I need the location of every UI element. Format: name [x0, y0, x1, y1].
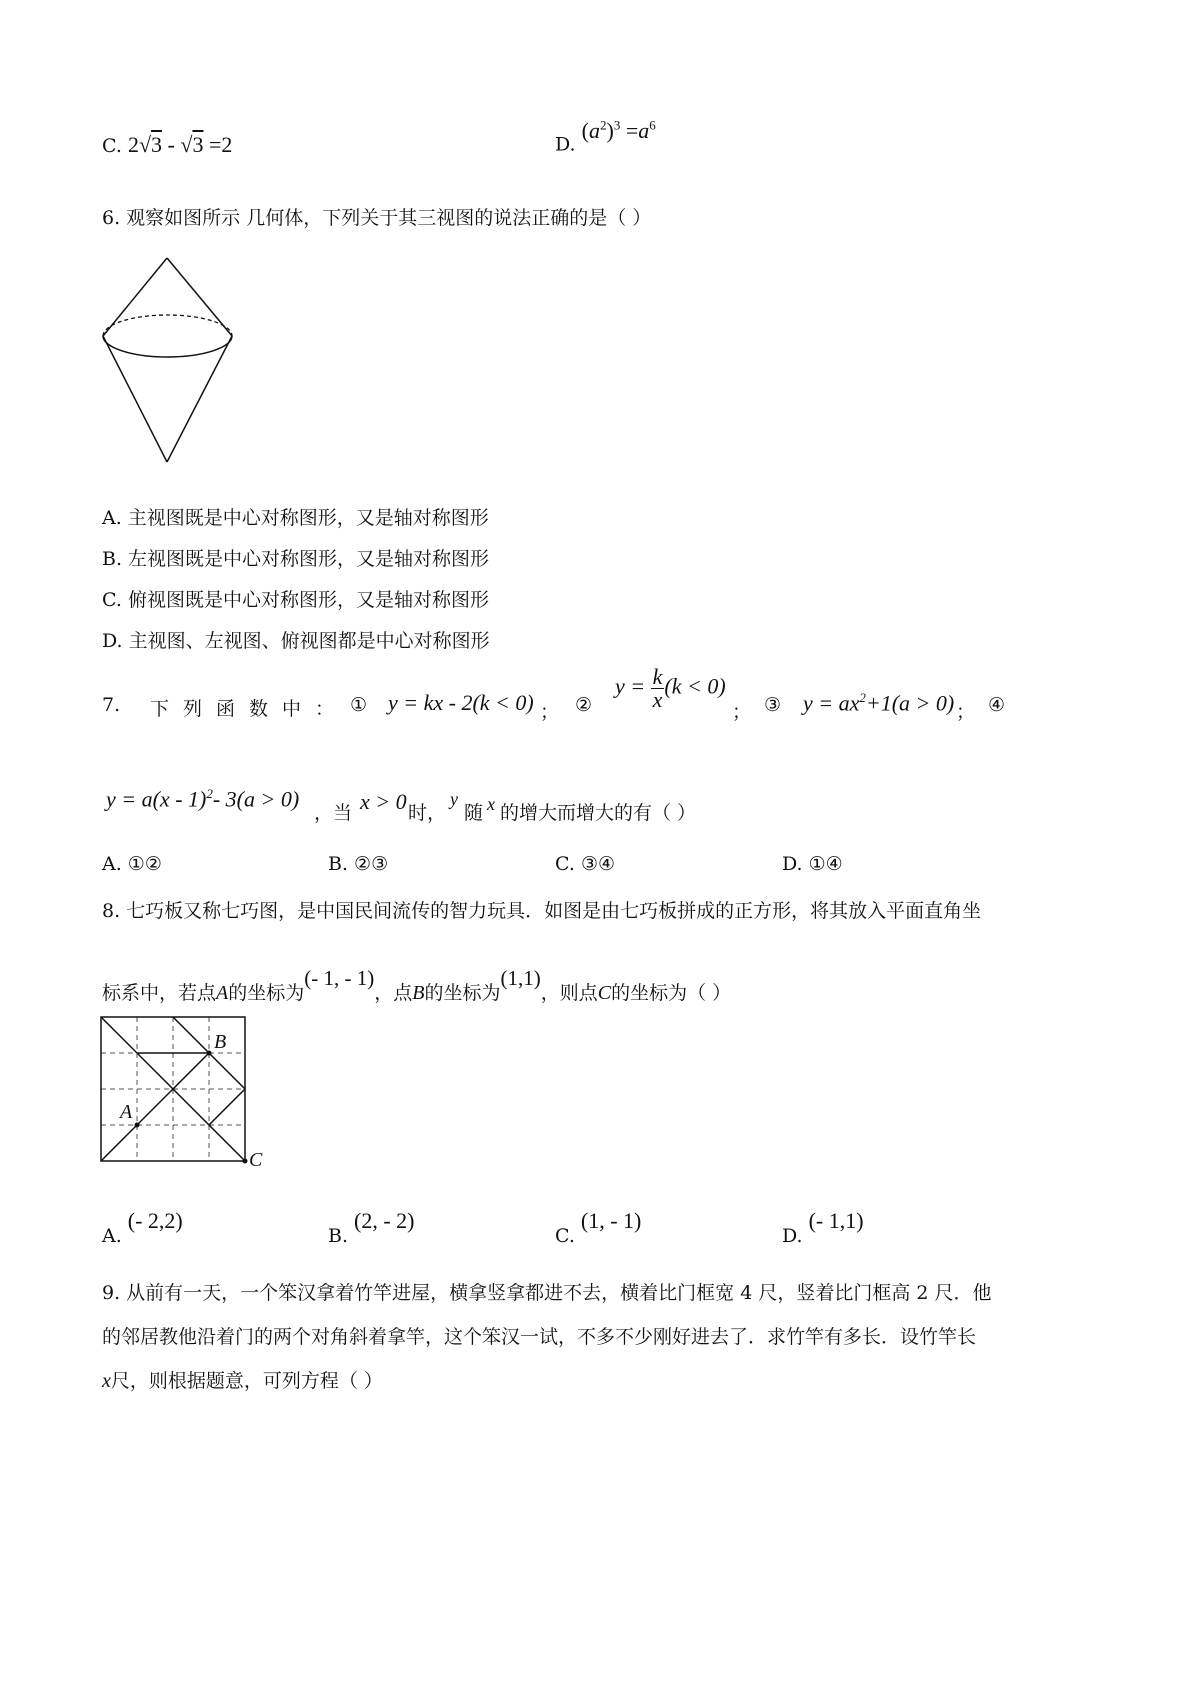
q9-stem-line-3 — [102, 1366, 383, 1393]
q8-option-c-label: C. — [555, 1225, 575, 1247]
q7-marker-3: ③ — [764, 694, 782, 716]
q8-point-a: A — [216, 982, 229, 1004]
q7-shi: 时， — [408, 802, 447, 824]
q5-c-op: - — [167, 132, 175, 157]
q5-option-d — [555, 118, 656, 155]
label-a: A — [120, 1101, 133, 1123]
q7-f2-cond: (k < 0) — [664, 673, 726, 699]
q5-option-c — [102, 132, 232, 158]
q7-function-3 — [803, 690, 954, 716]
q8-option-b-label: B. — [328, 1225, 349, 1247]
q7-sep-1: ； — [540, 701, 560, 723]
q6-option-d: D. 主视图、左视图、俯视图都是中心对称图形 — [102, 630, 490, 652]
q8-option-a-value: (- 2,2) — [127, 1208, 183, 1233]
q7-marker-2: ② — [575, 694, 593, 716]
q8-point-b: B — [412, 982, 425, 1004]
q5-d-inner-exp: 2 — [599, 118, 607, 133]
point-a-dot — [135, 1123, 140, 1128]
q8-stem-line-2 — [102, 966, 731, 1005]
q8-coord-a: (- 1, - 1) — [304, 966, 375, 990]
q8-l2-b: 的坐标为 — [228, 982, 305, 1004]
q8-point-c: C — [597, 982, 612, 1004]
q7-option-b: B. ②③ — [328, 853, 389, 875]
q6-option-a: A. 主视图既是中心对称图形，又是轴对称图形 — [102, 507, 489, 529]
q7-f2-lhs: y = — [615, 673, 646, 699]
q9-stem-line-1: 9. 从前有一天，一个笨汉拿着竹竿进屋，横拿竖拿都进不去，横着比门框宽 4 尺，竖着比门框高 2 尺．他 — [102, 1282, 992, 1304]
q9-var-x: x — [102, 1370, 111, 1392]
q7-var-y: y — [450, 789, 458, 809]
label-c: C — [249, 1149, 263, 1171]
q8-option-c-value: (1, - 1) — [580, 1208, 642, 1233]
q7-option-a: A. ①② — [102, 853, 162, 875]
q5-d-outer-exp: 3 — [613, 118, 621, 133]
q7-f3-b: +1(a > 0) — [865, 690, 955, 716]
q7-option-d: D. ①④ — [782, 853, 843, 875]
q8-l2-e: ，则点 — [540, 982, 598, 1004]
q7-f2-den: x — [652, 687, 663, 712]
q8-l2-d: 的坐标为 — [424, 982, 501, 1004]
q7-f3-a: y = ax — [803, 690, 860, 716]
q7-f4-a: y = a(x - 1) — [106, 786, 207, 812]
q5-d-eq: = — [625, 118, 639, 144]
q5-d-rhs: a — [638, 118, 650, 144]
q8-option-b-value: (2, - 2) — [354, 1208, 415, 1233]
q6-stem: 6. 观察如图所示 几何体，下列关于其三视图的说法正确的是（ ） — [102, 207, 652, 229]
q8-stem-line-1: 8. 七巧板又称七巧图，是中国民间流传的智力玩具．如图是由七巧板拼成的正方形，将其放入平面直角坐 — [102, 900, 982, 922]
q5-d-label: D. — [555, 133, 576, 156]
q5-d-expression: $(a^2)^3 =a^6$ — [581, 118, 656, 144]
q7-function-1: y = kx - 2(k < 0) — [388, 690, 534, 715]
label-b: B — [214, 1031, 227, 1053]
q7-when: ，当 — [314, 802, 353, 824]
q7-marker-1: ① — [350, 694, 368, 716]
q8-option-c — [555, 1208, 641, 1247]
q7-intro: 下列函数中： — [150, 698, 349, 720]
cone-hidden-back-ellipse — [103, 315, 232, 336]
q7-tail: 的增大而增大的有（ ） — [500, 802, 697, 824]
q6-option-c: C. 俯视图既是中心对称图形，又是轴对称图形 — [102, 589, 489, 611]
q5-c-radicand: 3 — [151, 132, 163, 157]
q6-option-b: B. 左视图既是中心对称图形，又是轴对称图形 — [102, 548, 490, 570]
q8-option-b — [328, 1208, 415, 1247]
q7-f2-num: k — [652, 664, 663, 689]
q8-option-a-label: A. — [102, 1225, 122, 1247]
q7-f4-b: - 3(a > 0) — [212, 786, 300, 812]
tangram-figure — [96, 1012, 276, 1172]
q7-condition: x > 0 — [360, 789, 407, 814]
q7-sep-3: ； — [956, 701, 976, 723]
q5-c-label: C. — [102, 135, 122, 157]
q8-option-d-value: (- 1,1) — [808, 1208, 864, 1233]
q5-c-rhs: =2 — [208, 132, 233, 157]
q9-l3-rest: 尺，则根据题意，可列方程（ ） — [110, 1370, 383, 1392]
q7-sui: 随 — [464, 802, 484, 824]
q7-var-x: x — [487, 794, 495, 814]
q8-coord-b: (1,1) — [500, 966, 541, 990]
q8-l2-a: 标系中，若点 — [102, 982, 217, 1004]
q7-function-2 — [615, 666, 726, 711]
q5-c-radicand-2: 3 — [192, 132, 204, 157]
q8-option-d-label: D. — [782, 1225, 803, 1247]
q5-c-coef: 2 — [127, 132, 139, 157]
cone-front-ellipse — [103, 336, 232, 357]
q7-function-4 — [106, 786, 299, 812]
q8-l2-f: 的坐标为（ ） — [611, 982, 732, 1004]
q7-option-c: C. ③④ — [555, 853, 616, 875]
q7-f3-exp: 2 — [859, 690, 866, 705]
q9-stem-line-2: 的邻居教他沿着门的两个对角斜着拿竿，这个笨汉一试，不多不少刚好进去了．求竹竿有多长．设竹竿长 — [102, 1326, 977, 1348]
double-cone-figure — [95, 250, 245, 470]
q7-sep-2: ； — [732, 701, 752, 723]
q7-marker-4: ④ — [988, 694, 1006, 716]
q8-option-a — [102, 1208, 183, 1247]
q7-f4-exp: 2 — [206, 786, 213, 801]
point-b-dot — [207, 1051, 212, 1056]
q5-d-rhs-exp: 6 — [649, 118, 656, 133]
q7-number: 7. — [102, 694, 121, 716]
point-c-dot — [243, 1159, 248, 1164]
q8-l2-c: ，点 — [374, 982, 413, 1004]
q7-f2-fraction — [651, 666, 665, 711]
q8-option-d — [782, 1208, 864, 1247]
q5-d-base: a — [588, 118, 600, 144]
q5-c-expression: 2√3 - √3 =2 — [127, 132, 233, 157]
